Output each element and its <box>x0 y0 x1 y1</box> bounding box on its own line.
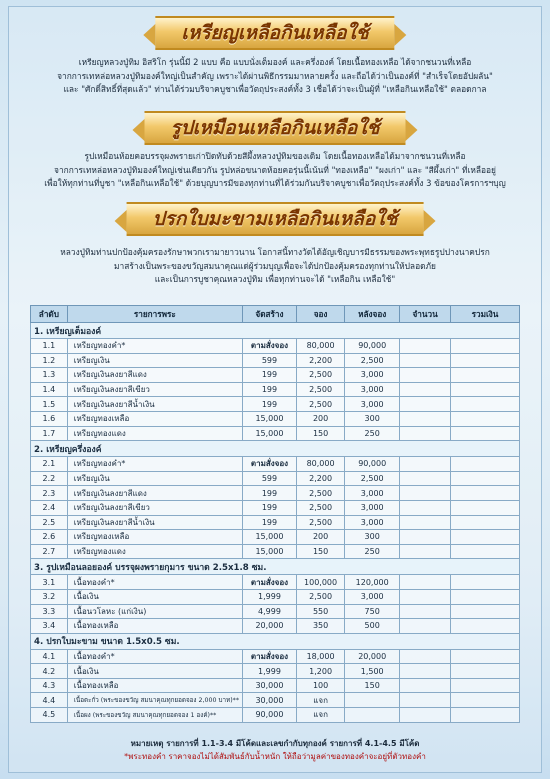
table-row <box>31 693 520 708</box>
price-table <box>30 305 520 723</box>
row-item-name: เหรียญเงินลงยาสีเขียว <box>67 382 242 397</box>
row-after-reserve-price: 2,500 <box>345 471 400 486</box>
row-quantity-cell[interactable] <box>400 500 451 515</box>
row-after-reserve-price: 20,000 <box>345 649 400 664</box>
row-total-cell[interactable] <box>451 339 520 354</box>
statue-description-line: จากการเทหล่อหลวงปู่ทิมองค์ใหญ่เช่นเดียวกัน รูปหล่อขนาดห้อยคอรุ่นนี้เน้นที่ "ทองเหลือ" "ผงเก่า" และ "สีผึ้งเก่า" ที่เหลืออยู่ <box>54 164 496 175</box>
row-after-reserve-price: 90,000 <box>345 339 400 354</box>
row-reserve-price: แจก <box>296 708 344 723</box>
row-item-name: เหรียญเงิน <box>67 353 242 368</box>
row-item-name: เหรียญทองคำ* <box>67 457 242 472</box>
row-code: 1.1 <box>31 339 68 354</box>
row-reserve-price: 80,000 <box>296 339 344 354</box>
row-item-name: เนื้อทองคำ* <box>67 575 242 590</box>
row-after-reserve-price: 300 <box>345 530 400 545</box>
table-row <box>31 515 520 530</box>
coin-section-title: เหรียญเหลือกินเหลือใช้ <box>181 22 369 44</box>
row-produced: 30,000 <box>242 678 296 693</box>
row-total-cell[interactable] <box>451 619 520 634</box>
coin-section-banner <box>155 16 394 50</box>
row-total-cell[interactable] <box>451 486 520 501</box>
row-item-name: เหรียญเงินลงยาสีแดง <box>67 486 242 501</box>
coin-description-line: จากการเทหล่อหลวงปู่ทิมองค์ใหญ่เป็นสำคัญ เพราะได้ผ่านพิธีกรรมมาหลายครั้ง และถือได้ว่าเป็นองค์ที่ "สำเร็จโดยอัปผลัน" <box>57 70 493 81</box>
row-produced: 199 <box>242 382 296 397</box>
row-code: 4.3 <box>31 678 68 693</box>
row-reserve-price: 80,000 <box>296 457 344 472</box>
row-total-cell[interactable] <box>451 411 520 426</box>
table-row <box>31 500 520 515</box>
table-row <box>31 426 520 441</box>
table-row <box>31 471 520 486</box>
statue-section-banner <box>144 111 405 145</box>
row-reserve-price: 100,000 <box>296 575 344 590</box>
table-group-row <box>31 323 520 339</box>
row-item-name: เหรียญทองแดง <box>67 426 242 441</box>
row-item-name: เนื้อผง (พระของขวัญ สมนาคุณทุกยอดจอง 1 องค์)** <box>67 708 242 723</box>
row-after-reserve-price: 500 <box>345 619 400 634</box>
row-produced: ตามสั่งจอง <box>242 457 296 472</box>
row-total-cell[interactable] <box>451 500 520 515</box>
table-row <box>31 368 520 383</box>
row-code: 2.3 <box>31 486 68 501</box>
row-total-cell[interactable] <box>451 353 520 368</box>
row-item-name: เหรียญทองเหลือ <box>67 411 242 426</box>
row-after-reserve-price: 90,000 <box>345 457 400 472</box>
header-total: รวมเงิน <box>451 306 520 323</box>
statue-section-title: รูปเหมือนเหลือกินเหลือใช้ <box>170 117 380 139</box>
row-code: 2.1 <box>31 457 68 472</box>
row-item-name: เหรียญเงิน <box>67 471 242 486</box>
row-after-reserve-price: 3,000 <box>345 515 400 530</box>
table-row <box>31 664 520 679</box>
row-item-name: เหรียญเงินลงยาสีเขียว <box>67 500 242 515</box>
row-code: 1.6 <box>31 411 68 426</box>
row-code: 2.4 <box>31 500 68 515</box>
row-total-cell[interactable] <box>451 397 520 412</box>
row-reserve-price: 200 <box>296 411 344 426</box>
row-total-cell[interactable] <box>451 471 520 486</box>
takrut-section-banner <box>127 202 424 236</box>
row-quantity-cell[interactable] <box>400 530 451 545</box>
row-reserve-price: 2,500 <box>296 397 344 412</box>
table-row <box>31 530 520 545</box>
row-quantity-cell[interactable] <box>400 397 451 412</box>
statue-description-line: เพื่อให้ทุกท่านที่บูชา "เหลือกินเหลือใช้" ด้วยบุญบารมีของทุกท่านที่ได้ร่วมกันบริจาคบูชาเพื่อวัตถุประสงค์ทั้ง 3 ข้อของโครการฯบุญ <box>44 178 506 188</box>
row-quantity-cell[interactable] <box>400 649 451 664</box>
row-reserve-price: 2,200 <box>296 471 344 486</box>
row-reserve-price: 2,500 <box>296 589 344 604</box>
header-produced: จัดสร้าง <box>242 306 296 323</box>
row-quantity-cell[interactable] <box>400 678 451 693</box>
row-after-reserve-price: 2,500 <box>345 353 400 368</box>
row-total-cell[interactable] <box>451 678 520 693</box>
footnote-line: หมายเหตุ รายการที่ 1.1-3.4 มีโค้ดและเลขกำกับทุกองค์ รายการที่ 4.1-4.5 มีโค้ด <box>130 739 420 748</box>
row-total-cell[interactable] <box>451 382 520 397</box>
row-total-cell[interactable] <box>451 575 520 590</box>
row-produced: 199 <box>242 368 296 383</box>
table-row <box>31 457 520 472</box>
table-row <box>31 382 520 397</box>
table-row <box>31 708 520 723</box>
row-reserve-price: 150 <box>296 544 344 559</box>
row-code: 4.2 <box>31 664 68 679</box>
row-item-name: เหรียญทองแดง <box>67 544 242 559</box>
table-row <box>31 411 520 426</box>
table-row <box>31 589 520 604</box>
takrut-description-line: และเป็นการบูชาคุณหลวงปู่ทิม เพื่อทุกท่านจะได้ "เหลือกิน เหลือใช้" <box>154 274 396 284</box>
row-total-cell[interactable] <box>451 457 520 472</box>
table-group-row <box>31 441 520 457</box>
row-reserve-price: 1,200 <box>296 664 344 679</box>
row-total-cell[interactable] <box>451 530 520 545</box>
row-item-name: เหรียญเงินลงยาสีน้ำเงิน <box>67 397 242 412</box>
header-item: รายการพระ <box>67 306 242 323</box>
row-reserve-price: 2,500 <box>296 515 344 530</box>
table-header-row <box>31 306 520 323</box>
table-group-title: 1. เหรียญเต็มองค์ <box>31 323 520 339</box>
row-code: 1.7 <box>31 426 68 441</box>
row-code: 1.3 <box>31 368 68 383</box>
row-code: 3.1 <box>31 575 68 590</box>
row-quantity-cell[interactable] <box>400 411 451 426</box>
table-row <box>31 649 520 664</box>
row-reserve-price: 100 <box>296 678 344 693</box>
table-group-row <box>31 559 520 575</box>
row-reserve-price: 18,000 <box>296 649 344 664</box>
row-after-reserve-price <box>345 693 400 708</box>
row-produced: 199 <box>242 486 296 501</box>
table-row <box>31 575 520 590</box>
coin-description <box>24 56 526 97</box>
row-code: 3.3 <box>31 604 68 619</box>
row-produced: 15,000 <box>242 411 296 426</box>
row-reserve-price: 350 <box>296 619 344 634</box>
takrut-section-title: ปรกใบมะขามเหลือกินเหลือใช้ <box>152 208 398 230</box>
table-row <box>31 678 520 693</box>
takrut-description <box>24 246 526 287</box>
price-table-wrapper <box>30 305 520 723</box>
row-total-cell[interactable] <box>451 708 520 723</box>
row-after-reserve-price: 750 <box>345 604 400 619</box>
footnote-line: *พระทองคำ ราคาจองไม่ได้สัมพันธ์กับน้ำหนัก ให้ถือว่ามูลค่าของทองคำจะอยู่ที่ตัวทองคำ <box>124 752 426 761</box>
row-quantity-cell[interactable] <box>400 619 451 634</box>
header-quantity: จำนวน <box>400 306 451 323</box>
row-total-cell[interactable] <box>451 426 520 441</box>
row-quantity-cell[interactable] <box>400 382 451 397</box>
row-quantity-cell[interactable] <box>400 708 451 723</box>
row-code: 4.5 <box>31 708 68 723</box>
row-produced: 4,999 <box>242 604 296 619</box>
row-quantity-cell[interactable] <box>400 544 451 559</box>
statue-description-line: รูปเหมือนห้อยคอบรรจุผงพรายเก่าปิดทับด้วยสีผึ้งหลวงปู่ทิมของเดิม โดยเนื้อทองเหลือได้มาจากชนวนที่เหลือ <box>84 151 466 161</box>
row-produced: 199 <box>242 500 296 515</box>
row-after-reserve-price: 3,000 <box>345 486 400 501</box>
table-row <box>31 397 520 412</box>
row-after-reserve-price: 3,000 <box>345 368 400 383</box>
row-reserve-price: 2,500 <box>296 368 344 383</box>
row-reserve-price: 2,500 <box>296 500 344 515</box>
row-total-cell[interactable] <box>451 544 520 559</box>
row-total-cell[interactable] <box>451 368 520 383</box>
table-row <box>31 339 520 354</box>
row-produced: 15,000 <box>242 530 296 545</box>
table-row <box>31 486 520 501</box>
footnote <box>24 737 526 763</box>
row-quantity-cell[interactable] <box>400 339 451 354</box>
row-quantity-cell[interactable] <box>400 486 451 501</box>
row-item-name: เหรียญทองคำ* <box>67 339 242 354</box>
header-order: ลำดับ <box>31 306 68 323</box>
table-group-title: 3. รูปเหมือนลอยองค์ บรรจุผงพรายกุมาร ขนาด 2.5x1.8 ซม. <box>31 559 520 575</box>
row-after-reserve-price: 3,000 <box>345 589 400 604</box>
table-group-row <box>31 633 520 649</box>
coin-description-line: เหรียญหลวงปู่ทิม อิสริโก รุ่นนี้มี 2 แบบ คือ แบบนั่งเต็มองค์ และครึ่งองค์ โดยเนื้อทองเหลือ ได้จากชนวนที่เหลือ <box>78 57 472 67</box>
row-after-reserve-price: 250 <box>345 426 400 441</box>
row-after-reserve-price <box>345 708 400 723</box>
row-item-name: เนื้อเงิน <box>67 664 242 679</box>
row-after-reserve-price: 3,000 <box>345 500 400 515</box>
row-item-name: เนื้อทองเหลือ <box>67 619 242 634</box>
table-row <box>31 604 520 619</box>
row-code: 1.5 <box>31 397 68 412</box>
row-item-name: เนื้อนวโลหะ (แก่เงิน) <box>67 604 242 619</box>
row-produced: 199 <box>242 397 296 412</box>
row-quantity-cell[interactable] <box>400 353 451 368</box>
row-code: 2.6 <box>31 530 68 545</box>
row-code: 2.5 <box>31 515 68 530</box>
row-reserve-price: 2,200 <box>296 353 344 368</box>
row-quantity-cell[interactable] <box>400 368 451 383</box>
row-after-reserve-price: 3,000 <box>345 397 400 412</box>
row-produced: 599 <box>242 471 296 486</box>
row-produced: ตามสั่งจอง <box>242 649 296 664</box>
row-item-name: เนื้อทองคำ* <box>67 649 242 664</box>
row-produced: 1,999 <box>242 664 296 679</box>
row-produced: 20,000 <box>242 619 296 634</box>
row-total-cell[interactable] <box>451 515 520 530</box>
row-total-cell[interactable] <box>451 693 520 708</box>
table-row <box>31 353 520 368</box>
row-after-reserve-price: 1,500 <box>345 664 400 679</box>
row-after-reserve-price: 300 <box>345 411 400 426</box>
row-item-name: เนื้อตะกั่ว (พระของขวัญ สมนาคุณทุกยอดจอง 2,000 บาท)** <box>67 693 242 708</box>
row-after-reserve-price: 250 <box>345 544 400 559</box>
row-total-cell[interactable] <box>451 649 520 664</box>
row-produced: 1,999 <box>242 589 296 604</box>
row-quantity-cell[interactable] <box>400 515 451 530</box>
row-after-reserve-price: 150 <box>345 678 400 693</box>
table-group-title: 2. เหรียญครึ่งองค์ <box>31 441 520 457</box>
row-code: 3.4 <box>31 619 68 634</box>
row-code: 2.2 <box>31 471 68 486</box>
row-total-cell[interactable] <box>451 589 520 604</box>
row-code: 1.2 <box>31 353 68 368</box>
row-quantity-cell[interactable] <box>400 575 451 590</box>
takrut-description-line: มาสร้างเป็นพระของขวัญสมนาคุณแด่ผู้ร่วมบุญเพื่อจะได้ปกป้องคุ้มครองทุกท่านให้ปลอดภัย <box>114 260 436 271</box>
row-quantity-cell[interactable] <box>400 426 451 441</box>
row-reserve-price: แจก <box>296 693 344 708</box>
row-code: 1.4 <box>31 382 68 397</box>
row-reserve-price: 2,500 <box>296 486 344 501</box>
row-item-name: เหรียญทองเหลือ <box>67 530 242 545</box>
row-produced: 15,000 <box>242 426 296 441</box>
header-reserve: จอง <box>296 306 344 323</box>
row-reserve-price: 550 <box>296 604 344 619</box>
row-produced: 30,000 <box>242 693 296 708</box>
row-after-reserve-price: 3,000 <box>345 382 400 397</box>
row-produced: ตามสั่งจอง <box>242 339 296 354</box>
row-item-name: เหรียญเงินลงยาสีแดง <box>67 368 242 383</box>
row-item-name: เหรียญเงินลงยาสีน้ำเงิน <box>67 515 242 530</box>
row-quantity-cell[interactable] <box>400 471 451 486</box>
row-item-name: เนื้อเงิน <box>67 589 242 604</box>
row-item-name: เนื้อทองเหลือ <box>67 678 242 693</box>
row-after-reserve-price: 120,000 <box>345 575 400 590</box>
table-group-title: 4. ปรกใบมะขาม ขนาด 1.5x0.5 ซม. <box>31 633 520 649</box>
row-produced: 90,000 <box>242 708 296 723</box>
row-quantity-cell[interactable] <box>400 589 451 604</box>
coin-description-line: และ "ศักดิ์สิทธิ์ที่สุดแล้ว" ท่านได้ร่วมบริจาคบูชาเพื่อวัตถุประสงค์ทั้ง 3 เชื่อได้ว่าจะเป็นผู้ที่ "เหลือกินเหลือใช้" ตลอดกาล <box>63 84 487 94</box>
row-reserve-price: 200 <box>296 530 344 545</box>
table-row <box>31 544 520 559</box>
row-quantity-cell[interactable] <box>400 664 451 679</box>
header-after-reserve: หลังจอง <box>345 306 400 323</box>
row-produced: 199 <box>242 515 296 530</box>
row-reserve-price: 150 <box>296 426 344 441</box>
row-produced: 599 <box>242 353 296 368</box>
row-code: 4.4 <box>31 693 68 708</box>
row-code: 4.1 <box>31 649 68 664</box>
takrut-description-line: หลวงปู่ทิมท่านปกป้องคุ้มครองรักษาพวกเรามายาวนาน โอกาสนี้ทางวัดได้อัญเชิญบารมีธรรมของพระพุทธรูปปางนาคปรก <box>60 247 490 257</box>
table-row <box>31 619 520 634</box>
row-code: 2.7 <box>31 544 68 559</box>
row-quantity-cell[interactable] <box>400 604 451 619</box>
row-total-cell[interactable] <box>451 664 520 679</box>
row-produced: 15,000 <box>242 544 296 559</box>
statue-description <box>24 150 526 191</box>
row-reserve-price: 2,500 <box>296 382 344 397</box>
row-total-cell[interactable] <box>451 604 520 619</box>
row-code: 3.2 <box>31 589 68 604</box>
row-quantity-cell[interactable] <box>400 693 451 708</box>
row-produced: ตามสั่งจอง <box>242 575 296 590</box>
row-quantity-cell[interactable] <box>400 457 451 472</box>
